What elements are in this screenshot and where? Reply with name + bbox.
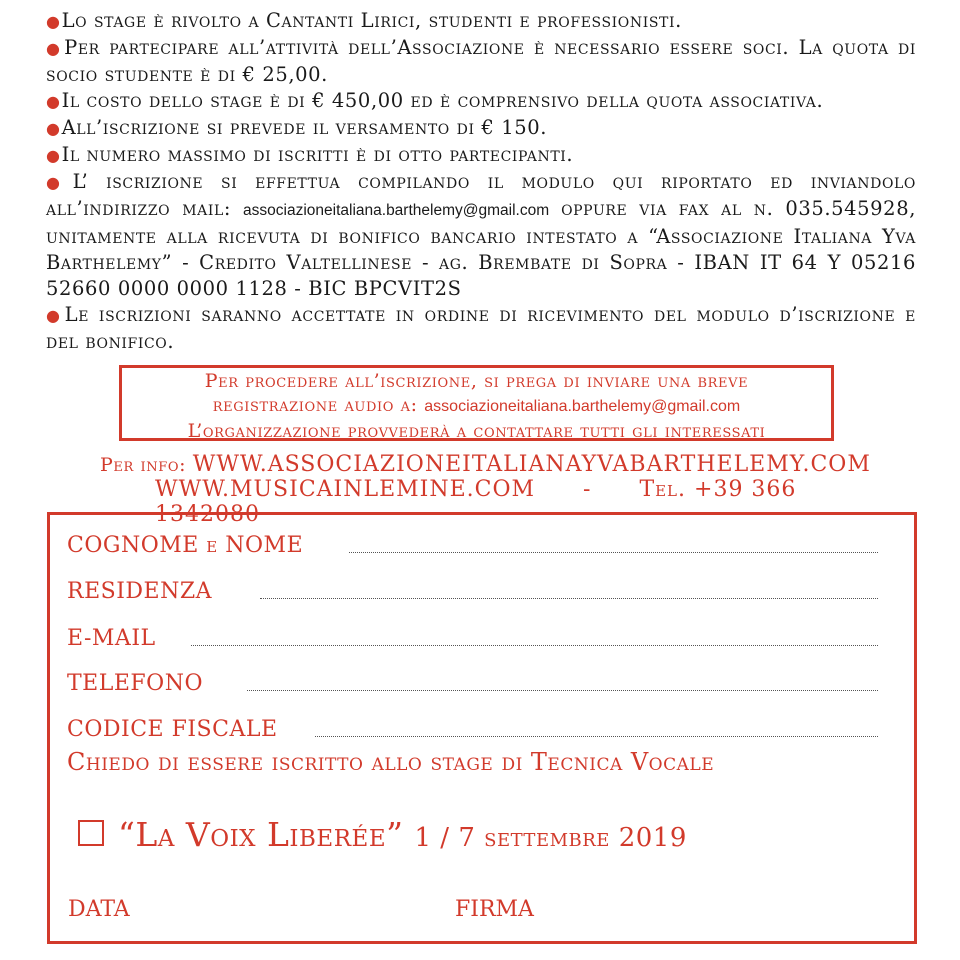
form-row-residence [67,575,878,605]
field-label: TELEFONO [67,671,203,696]
field-label: RESIDENZA [67,579,213,604]
email-link[interactable]: associazioneitaliana.barthelemy@gmail.com [243,202,550,219]
course-title: “La Voix Liberée” [118,815,404,854]
form-row-tax-code [67,713,878,743]
bullet-dot-icon: ● [46,92,61,111]
website-link[interactable]: WWW.MUSICAINLEMINE.COM [155,477,536,502]
audio-box-line: registrazione audio a: associazioneitaliana.barthelemy@gmail.com [212,394,741,416]
bullet-dot-icon: ● [46,173,72,192]
website-link[interactable]: WWW.ASSOCIAZIONEITALIANAYVABARTHELEMY.COM [192,452,871,477]
info-label: Per info: [100,454,193,476]
course-checkbox[interactable] [78,820,104,846]
audio-box-line: L’organizzazione provvederà a contattare tutti gli interessati [187,420,766,442]
phone-field[interactable] [247,690,878,691]
bullet-dot-icon: ● [46,119,61,138]
audio-email-link[interactable]: associazioneitaliana.barthelemy@gmail.com [424,398,741,415]
info-bullet-list [46,8,916,355]
bullet-dot-icon: ● [46,39,64,58]
name-field[interactable] [349,552,878,553]
course-option [78,815,687,854]
date-field[interactable]: DATA [68,897,130,922]
bullet-item: ●Il costo dello stage è di € 450,00 ed è comprensivo della quota associativa. [46,89,824,112]
tax-code-field[interactable] [315,736,878,737]
registration-form [47,512,917,944]
bullet-item: ●All’iscrizione si prevede il versamento di € 150. [46,116,548,139]
bullet-item: ●Il numero massimo di iscritti è di otto partecipanti. [46,143,574,166]
email-field[interactable] [191,645,878,646]
field-label: COGNOME e NOME [67,533,304,558]
phone-number: Tel. +39 366 1342080 [155,477,797,527]
bullet-item: ●Lo stage è rivolto a Cantanti Lirici, studenti e professionisti. [46,9,682,32]
audio-registration-box [119,365,834,441]
info-separator: - [583,477,592,502]
form-row-email [67,622,878,652]
bullet-dot-icon: ● [46,146,61,165]
residence-field[interactable] [260,598,878,599]
field-label: E-MAIL [67,626,156,651]
signature-field[interactable]: FIRMA [455,897,534,922]
bullet-item-registration: ●L’ iscrizione si effettua compilando il modulo qui riportato ed inviandolo all’indirizzo mail: associazioneitaliana.barthelemy@gmail.com oppure via fax al n. 035.545928, unitamente alla ricevuta di bonifico bancario intestato a “Associazione Italiana Yva Barthelemy” - Credito Valtellinese - ag. Brembate di Sopra - IBAN IT 64 Y 05216 52660 0000 0000 1128 - BIC BPCVIT2S [46,170,916,300]
bullet-item: ●Per partecipare all’attività dell’Associazione è necessario essere soci. La quota di socio studente è di € 25,00. [46,36,916,86]
bullet-dot-icon: ● [46,306,64,325]
bullet-item: ●Le iscrizioni saranno accettate in ordine di ricevimento del modulo d’iscrizione e del bonifico. [46,303,917,353]
course-dates: 1 / 7 settembre 2019 [414,823,687,853]
field-label: CODICE FISCALE [67,717,278,742]
form-row-phone [67,667,878,697]
bullet-dot-icon: ● [46,12,61,31]
audio-box-line: Per procedere all’iscrizione, si prega di inviare una breve [204,370,749,392]
request-text: Chiedo di essere iscritto allo stage di Tecnica Vocale [67,748,715,776]
form-row-name [67,529,878,559]
